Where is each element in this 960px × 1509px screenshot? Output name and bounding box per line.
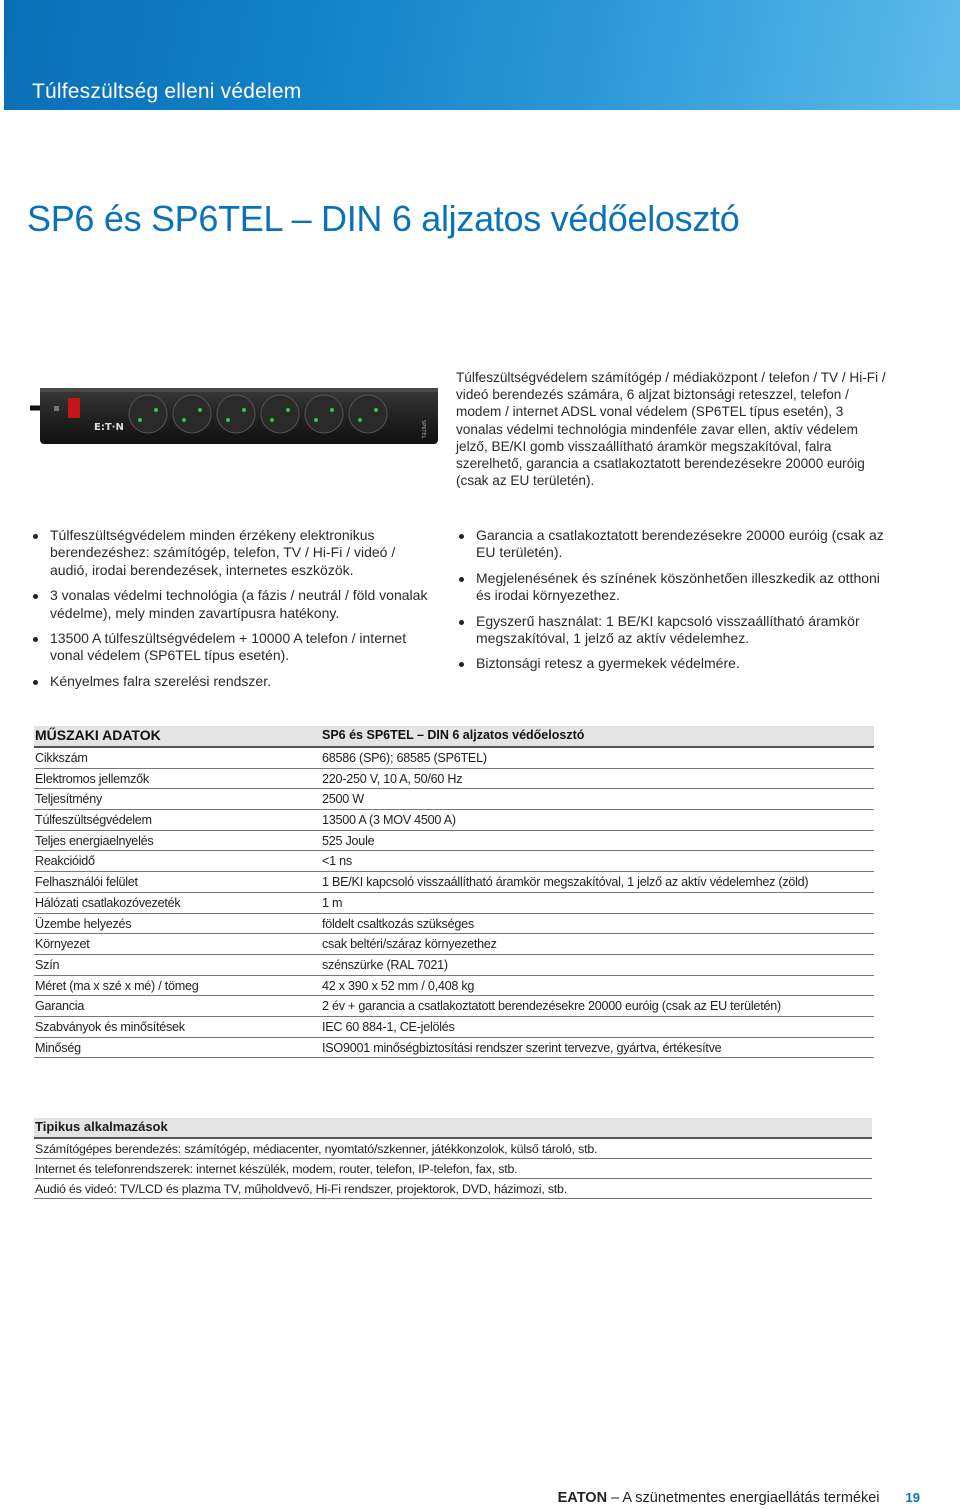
table-row: Audió és videó: TV/LCD és plazma TV, műholdvevő, Hi-Fi rendszer, projektorok, DVD, házimozi, stb. <box>34 1179 872 1199</box>
spec-value: 2500 W <box>322 792 364 807</box>
spec-product: SP6 és SP6TEL – DIN 6 aljzatos védőelosztó <box>322 728 585 742</box>
power-strip-illustration <box>30 386 440 448</box>
spec-key: Cikkszám <box>35 751 88 765</box>
spec-value: szénszürke (RAL 7021) <box>322 957 448 972</box>
spec-value: ISO9001 minőségbiztosítási rendszer szerint tervezve, gyártva, értékesítve <box>322 1040 722 1055</box>
table-row <box>34 1038 874 1059</box>
page-title: SP6 és SP6TEL – DIN 6 aljzatos védőelosztó <box>27 198 740 239</box>
list-item: Garancia a csatlakoztatott berendezésekre 20000 euróig (csak az EU területén). <box>456 527 886 562</box>
table-row <box>34 955 874 976</box>
table-row <box>34 934 874 955</box>
list-item: 13500 A túlfeszültségvédelem + 10000 A telefon / internet vonal védelem (SP6TEL típus esetén). <box>30 630 430 665</box>
spec-key: Méret (ma x szé x mé) / tömeg <box>35 978 199 993</box>
feature-list-right <box>456 527 886 681</box>
spec-key: Teljes energiaelnyelés <box>35 833 154 848</box>
spec-value: 525 Joule <box>322 833 375 848</box>
spec-key: Felhasználói felület <box>35 875 138 890</box>
applications-heading: Tipikus alkalmazások <box>34 1118 872 1139</box>
footer-brand: EATON <box>557 1490 608 1506</box>
footer-text: – A szünetmentes energiaellátás termékei <box>611 1490 880 1506</box>
applications-table <box>34 1118 872 1199</box>
table-row <box>34 996 874 1017</box>
list-item: Egyszerű használat: 1 BE/KI kapcsoló visszaállítható áramkör megszakítóval, 1 jelző az aktív védelemhez. <box>456 613 886 648</box>
spec-key: Hálózati csatlakozóvezeték <box>35 895 181 910</box>
spec-value: 2 év + garancia a csatlakoztatott berendezésekre 20000 euróig (csak az EU területén) <box>322 999 781 1014</box>
list-item: Biztonsági retesz a gyermekek védelmére. <box>456 655 886 672</box>
header-banner <box>4 0 960 110</box>
spec-value: 42 x 390 x 52 mm / 0,408 kg <box>322 978 475 993</box>
spec-table-header <box>34 726 874 748</box>
section-title: Túlfeszültség elleni védelem <box>32 80 302 103</box>
spec-value: 1 BE/KI kapcsoló visszaállítható áramkör megszakítóval, 1 jelző az aktív védelemhez (zöld) <box>322 875 809 890</box>
spec-value: csak beltéri/száraz környezethez <box>322 937 497 952</box>
brand-label: E:T·N <box>94 422 124 433</box>
spec-value: 68586 (SP6); 68585 (SP6TEL) <box>322 751 487 765</box>
spec-key: Környezet <box>35 937 90 952</box>
spec-value: 220-250 V, 10 A, 50/60 Hz <box>322 771 463 786</box>
list-item: Túlfeszültségvédelem minden érzékeny elektronikus berendezéshez: számítógép, telefon, TV / Hi-Fi / videó / audió, irodai berendezések, internetes eszközök. <box>30 527 430 579</box>
spec-key: Teljesítmény <box>35 792 102 807</box>
feature-list-left <box>30 527 430 698</box>
list-item: 3 vonalas védelmi technológia (a fázis / neutrál / föld vonalak védelme), mely minden zavartípusra hatékony. <box>30 587 430 622</box>
table-row: Internet és telefonrendszerek: internet készülék, modem, router, telefon, IP-telefon, fax, stb. <box>34 1159 872 1179</box>
spec-key: Üzembe helyezés <box>35 916 132 931</box>
page-footer <box>558 1490 920 1506</box>
spec-key: Reakcióidő <box>35 854 95 869</box>
table-row <box>34 893 874 914</box>
table-row <box>34 810 874 831</box>
intro-paragraph: Túlfeszültségvédelem számítógép / médiaközpont / telefon / TV / Hi-Fi / videó berendezés számára, 6 aljzat biztonsági reteszzel, telefon / modem / internet ADSL vonal védelem (SP6TEL típus esetén), 3 vonalas védelmi technológia mindenféle zavar ellen, aktív védelem jelző, BE/KI gomb visszaállítható áramkör megszakítóval, falra szerelhető, garancia a csatlakoztatott berendezésekre 20000 euróig (csak az EU területén). <box>456 370 886 489</box>
spec-value: 1 m <box>322 895 343 910</box>
table-row <box>34 1017 874 1038</box>
spec-value: 13500 A (3 MOV 4500 A) <box>322 813 456 828</box>
spec-heading: MŰSZAKI ADATOK <box>35 727 161 743</box>
table-row <box>34 789 874 810</box>
spec-value: <1 ns <box>322 854 352 869</box>
spec-value: IEC 60 884-1, CE-jelölés <box>322 1019 455 1034</box>
list-item: Kényelmes falra szerelési rendszer. <box>30 673 430 690</box>
power-switch <box>68 398 80 418</box>
page-number: 19 <box>905 1490 920 1505</box>
table-row <box>34 769 874 790</box>
list-item: Megjelenésének és színének köszönhetően illeszkedik az otthoni és irodai környezethez. <box>456 570 886 605</box>
spec-value: földelt csaltkozás szükséges <box>322 916 474 931</box>
spec-key: Elektromos jellemzők <box>35 771 149 786</box>
spec-key: Szín <box>35 957 60 972</box>
table-row <box>34 748 874 769</box>
table-row <box>34 976 874 997</box>
spec-key: Minőség <box>35 1040 81 1055</box>
table-row <box>34 851 874 872</box>
spec-table <box>34 726 874 1058</box>
table-row: Számítógépes berendezés: számítógép, médiacenter, nyomtató/szkenner, játékkonzolok, külső tároló, stb. <box>34 1139 872 1159</box>
spec-key: Szabványok és minősítések <box>35 1019 185 1034</box>
table-row <box>34 872 874 893</box>
spec-key: Garancia <box>35 999 85 1014</box>
spec-key: Túlfeszültségvédelem <box>35 813 152 828</box>
table-row <box>34 831 874 852</box>
product-image <box>30 386 440 448</box>
side-label: SP6TEL <box>420 420 426 439</box>
table-row <box>34 914 874 935</box>
